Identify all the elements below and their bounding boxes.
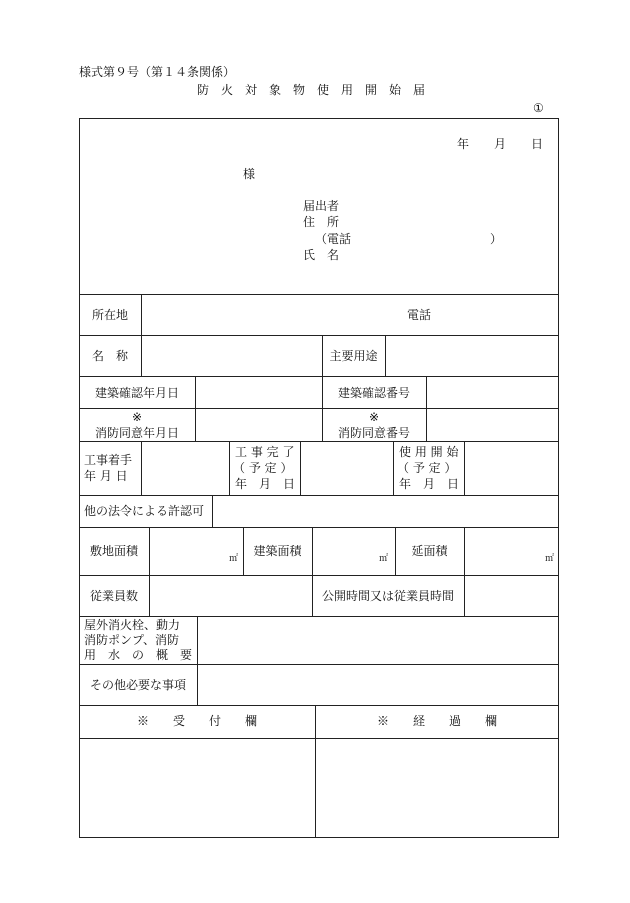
asterisk-mark: ※ [131, 410, 143, 424]
other-matters-label: その他必要な事項 [89, 678, 186, 692]
col-divider [393, 441, 394, 495]
phone-label: 電話 [407, 308, 432, 322]
form-number: 様式第９号（第１４条関係） [79, 65, 236, 79]
col-divider [141, 441, 142, 495]
location-label: 所在地 [91, 308, 128, 322]
row-divider [79, 705, 559, 706]
row-divider [79, 408, 559, 409]
completion-label: 工 事 完 了 [235, 445, 295, 459]
circle-mark: ① [533, 101, 544, 115]
row-divider [79, 335, 559, 336]
addressee-suffix: 様 [243, 167, 256, 181]
main-use-label: 主要用途 [329, 349, 378, 363]
phone-open-label: （電話 [315, 232, 352, 246]
row-divider [79, 495, 559, 496]
date-year-label: 年 [457, 137, 470, 151]
equipment-line-3: 用 水 の 概 要 [84, 648, 193, 662]
progress-column-label: ※ 経 過 欄 [376, 714, 497, 728]
site-area-label: 敷地面積 [89, 544, 138, 558]
row-divider [79, 664, 559, 665]
hours-label: 公開時間又は従業員時間 [321, 589, 454, 603]
col-divider [300, 441, 301, 495]
name-field-label: 名 称 [91, 349, 128, 363]
address-label: 住 所 [303, 215, 340, 229]
phone-close-label: ） [490, 232, 503, 246]
col-divider [197, 616, 198, 705]
name-label: 氏 名 [303, 248, 340, 262]
col-divider [385, 335, 386, 376]
fire-consent-date-label: 消防同意年月日 [94, 426, 179, 440]
equipment-line-1: 屋外消火栓、動力 [84, 618, 181, 632]
col-divider [212, 495, 213, 527]
col-divider [229, 441, 230, 495]
col-divider [426, 376, 427, 441]
equipment-line-2: 消防ポンプ、消防 [84, 633, 180, 647]
row-divider [79, 441, 559, 442]
building-confirmation-number-label: 建築確認番号 [337, 386, 410, 400]
col-divider [464, 527, 465, 616]
row-divider [79, 527, 559, 528]
col-divider [149, 527, 150, 616]
construction-start-date-label: 年 月 日 [84, 469, 128, 483]
col-divider [464, 441, 465, 495]
col-divider [312, 527, 313, 616]
row-divider [79, 738, 559, 739]
sqm-unit: ㎡ [379, 554, 389, 564]
fire-consent-number-label: 消防同意番号 [337, 426, 410, 440]
other-permits-label: 他の法令による許認可 [84, 504, 205, 518]
sqm-unit: ㎡ [545, 554, 555, 564]
asterisk-mark: ※ [368, 410, 380, 424]
row-divider [79, 616, 559, 617]
row-divider [79, 376, 559, 377]
construction-start-label: 工事着手 [84, 453, 133, 467]
use-start-label: 使 用 開 始 [399, 445, 459, 459]
use-start-planned-label: （ 予 定 ） [397, 461, 457, 475]
building-area-label: 建築面積 [253, 544, 302, 558]
building-confirmation-date-label: 建築確認年月日 [94, 386, 179, 400]
row-divider [79, 294, 559, 295]
floor-area-label: 延面積 [411, 544, 448, 558]
col-divider [195, 376, 196, 441]
employees-label: 従業員数 [89, 589, 138, 603]
row-divider [79, 575, 559, 576]
col-divider [141, 294, 142, 376]
completion-planned-label: （ 予 定 ） [233, 461, 293, 475]
applicant-label: 届出者 [303, 199, 340, 213]
document-title: 防 火 対 象 物 使 用 開 始 届 [197, 83, 426, 97]
use-start-date-label: 年 月 日 [399, 477, 460, 491]
completion-date-label: 年 月 日 [235, 477, 296, 491]
sqm-unit: ㎡ [229, 554, 239, 564]
reception-column-label: ※ 受 付 欄 [136, 714, 257, 728]
date-month-label: 月 [494, 137, 507, 151]
date-day-label: 日 [531, 137, 544, 151]
